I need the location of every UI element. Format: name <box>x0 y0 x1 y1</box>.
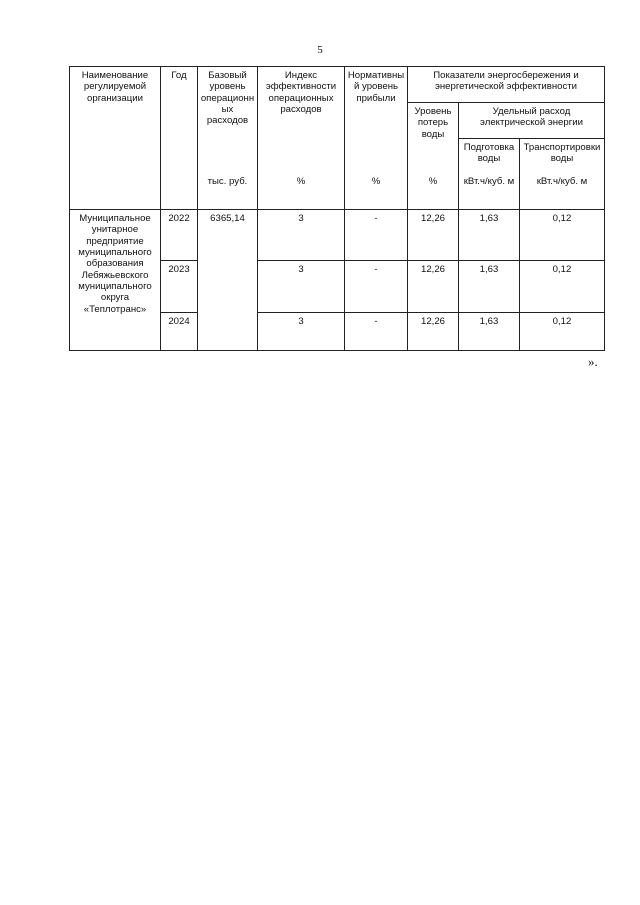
unit-profit-norm: % <box>345 173 408 210</box>
row-transportation: 0,12 <box>520 261 605 313</box>
unit-organization <box>70 173 161 210</box>
header-row-1 <box>70 67 605 103</box>
unit-preparation: кВт.ч/куб. м <box>459 173 520 210</box>
row-transportation: 0,12 <box>520 313 605 351</box>
row-year: 2022 <box>161 210 198 261</box>
row-index: 3 <box>258 313 345 351</box>
row-profit: - <box>345 313 408 351</box>
page-number: 5 <box>317 44 323 56</box>
row-losses: 12,26 <box>408 210 459 261</box>
header-specific-consumption: Удельный расход электрической энергии <box>459 103 605 139</box>
unit-year <box>161 173 198 210</box>
unit-losses: % <box>408 173 459 210</box>
organization-name: Муниципальное унитарное предприятие муниципального образования Лебяжьевского муниципального округа «Теплотранс» <box>70 210 161 351</box>
header-base-level: Базовый уровень операционных расходов <box>198 67 258 173</box>
row-preparation: 1,63 <box>459 261 520 313</box>
tariff-table <box>69 66 605 351</box>
header-organization: Наименование регулируемой организации <box>70 67 161 173</box>
row-profit: - <box>345 210 408 261</box>
row-losses: 12,26 <box>408 261 459 313</box>
unit-base-level: тыс. руб. <box>198 173 258 210</box>
base-level-value: 6365,14 <box>198 210 258 351</box>
unit-transportation: кВт.ч/куб. м <box>520 173 605 210</box>
unit-efficiency-index: % <box>258 173 345 210</box>
row-index: 3 <box>258 210 345 261</box>
row-transportation: 0,12 <box>520 210 605 261</box>
header-losses: Уровень потерь воды <box>408 103 459 173</box>
header-year: Год <box>161 67 198 173</box>
row-profit: - <box>345 261 408 313</box>
header-efficiency-index: Индекс эффективности операционных расходов <box>258 67 345 173</box>
row-year: 2023 <box>161 261 198 313</box>
row-year: 2024 <box>161 313 198 351</box>
closing-quote: ». <box>588 354 598 369</box>
units-row <box>70 173 605 210</box>
table-row <box>70 210 605 261</box>
row-index: 3 <box>258 261 345 313</box>
header-energy-group: Показатели энергосбережения и энергетической эффективности <box>408 67 605 103</box>
header-profit-norm: Нормативный уровень прибыли <box>345 67 408 173</box>
header-transportation: Транспортировки воды <box>520 139 605 173</box>
row-losses: 12,26 <box>408 313 459 351</box>
header-preparation: Подготовка воды <box>459 139 520 173</box>
row-preparation: 1,63 <box>459 210 520 261</box>
row-preparation: 1,63 <box>459 313 520 351</box>
